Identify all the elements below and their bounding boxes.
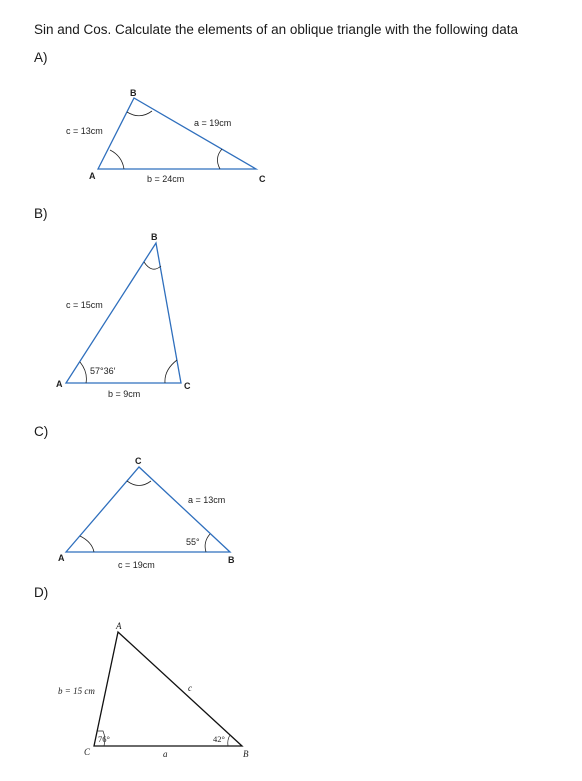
section-label-d: D) <box>34 585 49 600</box>
triangle-c-angle-b: 55° <box>186 537 200 547</box>
triangle-d-vertex-b: B <box>243 749 249 759</box>
triangle-d-side-b: b = 15 cm <box>58 686 95 696</box>
triangle-a-side-a: a = 19cm <box>194 118 232 128</box>
triangle-c <box>58 456 235 570</box>
triangle-a-vertex-b: B <box>130 88 137 98</box>
triangle-d-vertex-a: A <box>116 621 122 631</box>
triangle-b-angle-b-arc <box>144 262 161 269</box>
triangle-a-side-b: b = 24cm <box>147 174 185 184</box>
triangle-c-angle-b-arc <box>205 534 210 552</box>
triangle-d-angle-b: 42° <box>213 734 225 744</box>
triangle-a-vertex-c: C <box>259 174 266 184</box>
triangle-a-angle-c-arc <box>217 149 222 169</box>
triangle-a <box>66 88 266 184</box>
triangle-b-side-b: b = 9cm <box>108 389 141 399</box>
triangle-b-vertex-a: A <box>56 379 63 389</box>
section-label-c: C) <box>34 424 49 439</box>
page-title: Sin and Cos. Calculate the elements of an oblique triangle with the following data <box>34 22 519 37</box>
triangle-d-side-c: c <box>188 683 192 693</box>
triangle-d-side-a: a <box>163 749 168 759</box>
section-label-a: A) <box>34 50 48 65</box>
triangle-c-vertex-c: C <box>135 456 142 466</box>
triangle-b-angle-a: 57°36′ <box>90 366 116 376</box>
triangle-c-angle-a-arc <box>80 536 94 552</box>
triangle-c-shape <box>66 467 230 552</box>
triangle-a-shape <box>98 98 256 169</box>
section-label-b: B) <box>34 206 48 221</box>
triangle-c-side-a: a = 13cm <box>188 495 226 505</box>
triangle-d-shape <box>94 632 242 746</box>
triangle-d-vertex-c: C <box>84 747 91 757</box>
triangle-c-angle-c-arc <box>127 481 151 486</box>
triangle-a-angle-b-arc <box>127 111 152 116</box>
triangle-a-side-c: c = 13cm <box>66 126 103 136</box>
triangle-b-angle-c-arc <box>165 360 177 383</box>
triangle-c-vertex-b: B <box>228 555 235 565</box>
triangle-d-angle-c: 76° <box>98 734 110 744</box>
triangle-b-vertex-c: C <box>184 381 191 391</box>
triangle-b-angle-a-arc <box>80 362 86 383</box>
triangle-a-angle-a-arc <box>110 150 124 169</box>
triangle-c-vertex-a: A <box>58 553 65 563</box>
triangle-a-vertex-a: A <box>89 171 96 181</box>
triangle-b <box>56 232 191 399</box>
triangle-d <box>58 621 249 759</box>
triangle-d-angle-b-arc <box>228 735 230 746</box>
triangle-b-shape <box>66 243 181 383</box>
triangle-c-side-c: c = 19cm <box>118 560 155 570</box>
triangle-b-vertex-b: B <box>151 232 158 242</box>
triangle-b-side-c: c = 15cm <box>66 300 103 310</box>
